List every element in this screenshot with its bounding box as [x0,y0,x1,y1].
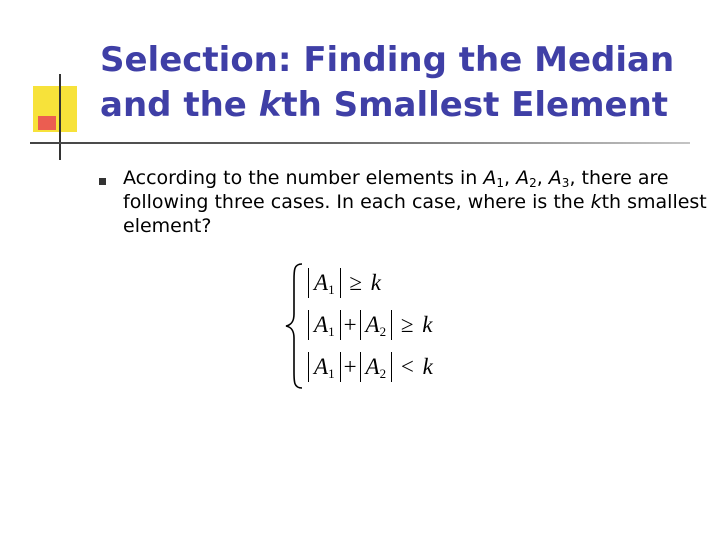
slide-title [100,38,710,128]
sub-1: 1 [496,176,504,190]
case2-sub2: 2 [379,324,387,339]
case-row-1 [308,268,381,304]
case2-k: k [422,312,433,337]
sub-2: 2 [529,176,537,190]
var-a2: A [516,167,530,189]
title-line-1: Selection: Finding the Median [100,40,675,80]
var-a1: A [483,167,497,189]
abs-a1 [308,352,341,382]
sep-1: , [503,167,517,189]
case3-sub1: 1 [328,366,335,381]
case1-relation: ≥ [349,270,362,295]
title-line-2-post: th Smallest Element [281,85,669,125]
title-underline [30,142,690,144]
bullet-text-1: According to the number elements in [123,167,484,189]
decorative-vertical-line [59,74,61,160]
sep-2: , [536,167,549,189]
var-k: k [590,191,602,213]
case2-a2: A [365,312,380,337]
abs-a2 [360,352,393,382]
title-line-2 [100,83,710,128]
bullet-marker [99,178,106,185]
abs-a2 [360,310,393,340]
var-a3: A [548,167,562,189]
case3-a1: A [314,354,329,379]
case3-plus: + [343,354,357,379]
bullet-text-2: , there are following three cases. In each case, where is the [123,167,669,213]
abs-a1 [308,268,341,298]
case2-plus: + [343,312,357,337]
case1-k: k [370,270,381,295]
case-row-3 [308,352,433,388]
bullet-text-3: th smallest element? [123,191,707,237]
case2-a1: A [314,312,329,337]
sub-3: 3 [561,176,570,190]
title-line-2-pre: and the [100,85,259,125]
case3-a2: A [365,354,380,379]
case3-k: k [422,354,433,379]
case2-sub1: 1 [328,324,335,339]
case1-a: A [314,270,329,295]
case3-sub2: 2 [379,366,387,381]
bullet-text [123,166,713,238]
case-row-2 [308,310,432,346]
decorative-red-square [38,116,56,130]
left-brace-icon [284,262,306,390]
case1-sub: 1 [328,282,335,297]
title-k-italic: k [258,85,282,125]
abs-a1 [308,310,341,340]
case3-relation: < [400,354,414,379]
case2-relation: ≥ [400,312,414,337]
cases-equation [284,262,454,392]
